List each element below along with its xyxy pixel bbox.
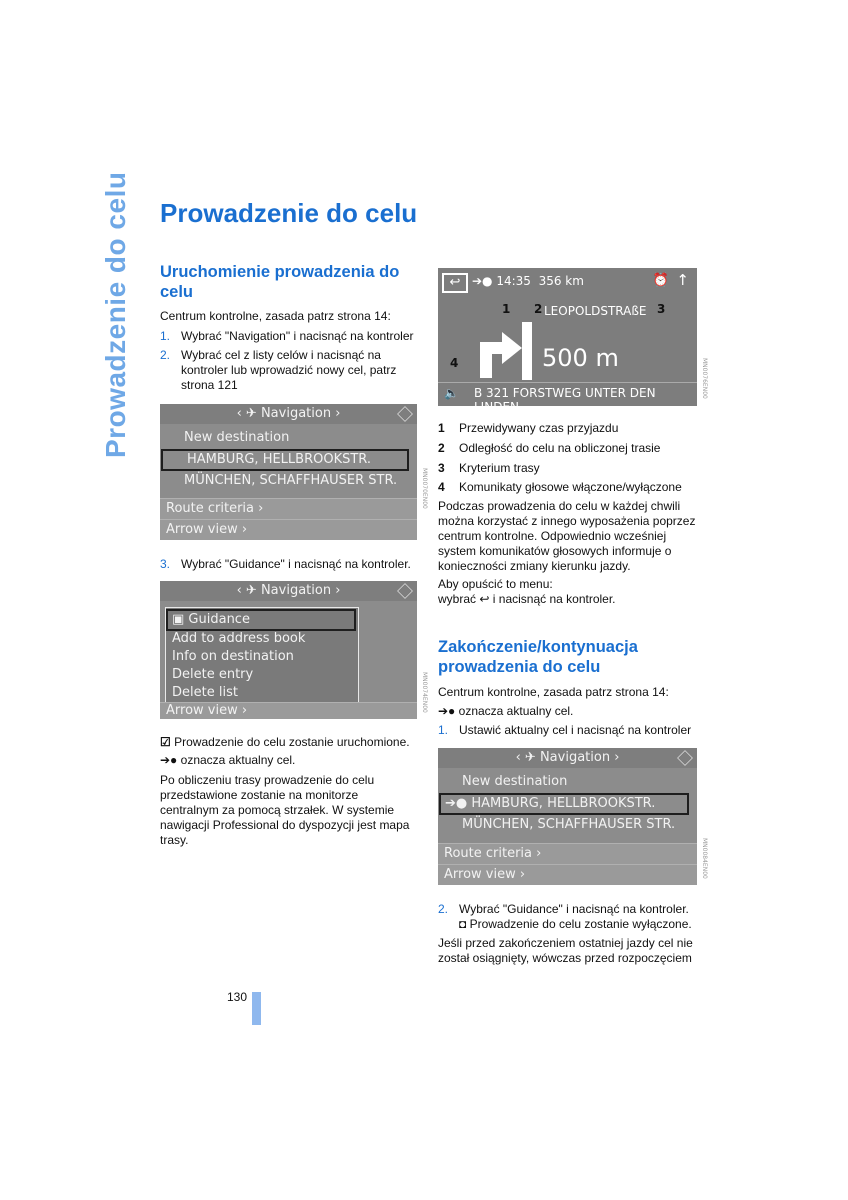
satellite-icon: ✈ <box>245 406 257 421</box>
intro-text: Centrum kontrolne, zasada patrz strona 14: <box>160 309 391 323</box>
callout-4: 4 <box>450 356 459 370</box>
screen-header: ‹ ✈ Navigation › <box>438 748 697 768</box>
ending-paragraph: Jeśli przed zakończeniem ostatniej jazdy cel nie został osiągnięty, wówczas przed rozpoczęciem <box>438 936 693 965</box>
menu-item-hamburg[interactable]: HAMBURG, HELLBROOKSTR. <box>161 449 409 471</box>
idrive-screen-destinations <box>160 404 417 537</box>
eta-readout: ➔● 14:35 356 km <box>472 274 584 288</box>
destination-arrow-icon: ➔● <box>160 753 178 767</box>
options-popup <box>165 607 359 705</box>
menu-arrow-view[interactable]: Arrow view › <box>160 519 417 540</box>
back-icon: ↩ <box>479 592 490 606</box>
section-heading-end: Zakończenie/kontynuacja prowadzenia do celu <box>438 638 638 676</box>
idrive-screen-guidance <box>160 581 417 718</box>
check-note: ☑ Prowadzenie do celu zostanie uruchomione. <box>160 735 410 749</box>
back-icon[interactable]: ↩ <box>442 273 468 293</box>
menu-item-munchen[interactable]: MÜNCHEN, SCHAFFHAUSER STR. <box>184 473 398 488</box>
menu-item-munchen[interactable]: MÜNCHEN, SCHAFFHAUSER STR. <box>462 817 676 832</box>
guidance-screen <box>438 268 697 414</box>
stop-icon: ◘ <box>459 917 467 931</box>
menu-arrow-view[interactable]: Arrow view › <box>438 864 697 885</box>
step-3: 3. Wybrać "Guidance" i nacisnąć na kontroler. <box>160 557 411 571</box>
route-paragraph: Po obliczeniu trasy prowadzenie do celu przedstawione zostanie na monitorze centralnym za pomocą strzałek. W systemie nawigacji Professional do dyspozycji jest mapa trasy. <box>160 773 410 847</box>
screen-code: MN0070EN00 <box>421 468 428 509</box>
menu-route-criteria[interactable]: Route criteria › <box>438 843 697 864</box>
guidance-paragraph: Podczas prowadzenia do celu w każdej chwili można korzystać z innego wyposażenia poprzez centrum kontrolne. Odpowiednio wcześniej system komunikatów głosowych informuje o konieczności zmiany kierunku jazdy. <box>438 499 696 573</box>
legend-4: 4 Komunikaty głosowe włączone/wyłączone <box>438 480 682 494</box>
step-2: 2. Wybrać cel z listy celów i nacisnąć na kontroler lub wprowadzić nowy cel, patrz strona 121 <box>160 348 397 392</box>
section-heading-start: Uruchomienie prowadzenia do celu <box>160 263 400 301</box>
current-destination-note: ➔● oznacza aktualny cel. <box>160 753 296 767</box>
destination-arrow-icon: ➔● <box>438 704 456 718</box>
distance-to-turn: 500 m <box>542 344 619 372</box>
callout-1: 1 <box>502 302 511 316</box>
turn-arrow-icon <box>472 322 542 382</box>
satellite-icon: ✈ <box>524 750 536 765</box>
check-icon: ☑ <box>160 735 171 749</box>
menu-route-criteria[interactable]: Route criteria › <box>160 498 417 519</box>
menu-item-new-destination[interactable]: New destination <box>462 774 568 789</box>
street-name: LEOPOLDSTRAßE <box>544 304 647 318</box>
menu-item-hamburg[interactable]: ➔● HAMBURG, HELLBROOKSTR. <box>439 793 689 815</box>
page-number: 130 <box>227 990 248 1004</box>
satellite-icon: ✈ <box>245 583 257 598</box>
legend-2: 2 Odległość do celu na obliczonej trasie <box>438 441 661 455</box>
current-road: B 321 FORSTWEG UNTER DEN LINDEN <box>474 386 656 414</box>
screen-code: MN0074EN00 <box>421 672 428 713</box>
step-end-2: 2. Wybrać "Guidance" i nacisnąć na kontroler. ◘ Prowadzenie do celu zostanie wyłączone. <box>438 902 692 931</box>
idrive-screen-destinations-2 <box>438 748 697 885</box>
callout-2: 2 <box>534 302 543 316</box>
legend-1: 1 Przewidywany czas przyjazdu <box>438 421 619 435</box>
screen-header: ‹ ✈ Navigation › <box>160 581 417 601</box>
screen-code: MN0076EN00 <box>701 358 708 399</box>
north-arrow-icon: ↑ <box>676 271 689 289</box>
side-section-title: Prowadzenie do celu <box>100 171 131 458</box>
legend-3: 3 Kryterium trasy <box>438 461 540 475</box>
popup-item-guidance[interactable]: ▣ Guidance <box>166 609 356 631</box>
page-marker-bar <box>252 992 261 1025</box>
screen-code: MN0084EN00 <box>701 838 708 879</box>
current-destination-note-2: ➔● oznacza aktualny cel. <box>438 704 574 718</box>
popup-item-info-on-destination[interactable]: Info on destination <box>172 649 294 664</box>
intro-text-2: Centrum kontrolne, zasada patrz strona 14: <box>438 685 669 699</box>
popup-item-delete-list[interactable]: Delete list <box>172 685 238 700</box>
menu-arrow-view[interactable]: Arrow view › <box>160 702 417 719</box>
voice-icon: 🔈 <box>444 386 459 400</box>
popup-item-delete-entry[interactable]: Delete entry <box>172 667 254 682</box>
page-title: Prowadzenie do celu <box>160 198 418 228</box>
popup-item-add-to-address-book[interactable]: Add to address book <box>172 631 306 646</box>
step-1: 1. Wybrać "Navigation" i nacisnąć na kontroler <box>160 329 414 343</box>
menu-item-new-destination[interactable]: New destination <box>184 430 290 445</box>
screen-header: ‹ ✈ Navigation › <box>160 404 417 424</box>
callout-3: 3 <box>657 302 666 316</box>
alarm-clock-icon: ⏰ <box>652 273 669 288</box>
exit-menu-note: Aby opuścić to menu: wybrać ↩ i nacisnąć na kontroler. <box>438 577 616 606</box>
step-end-1: 1. Ustawić aktualny cel i nacisnąć na kontroler <box>438 723 692 737</box>
